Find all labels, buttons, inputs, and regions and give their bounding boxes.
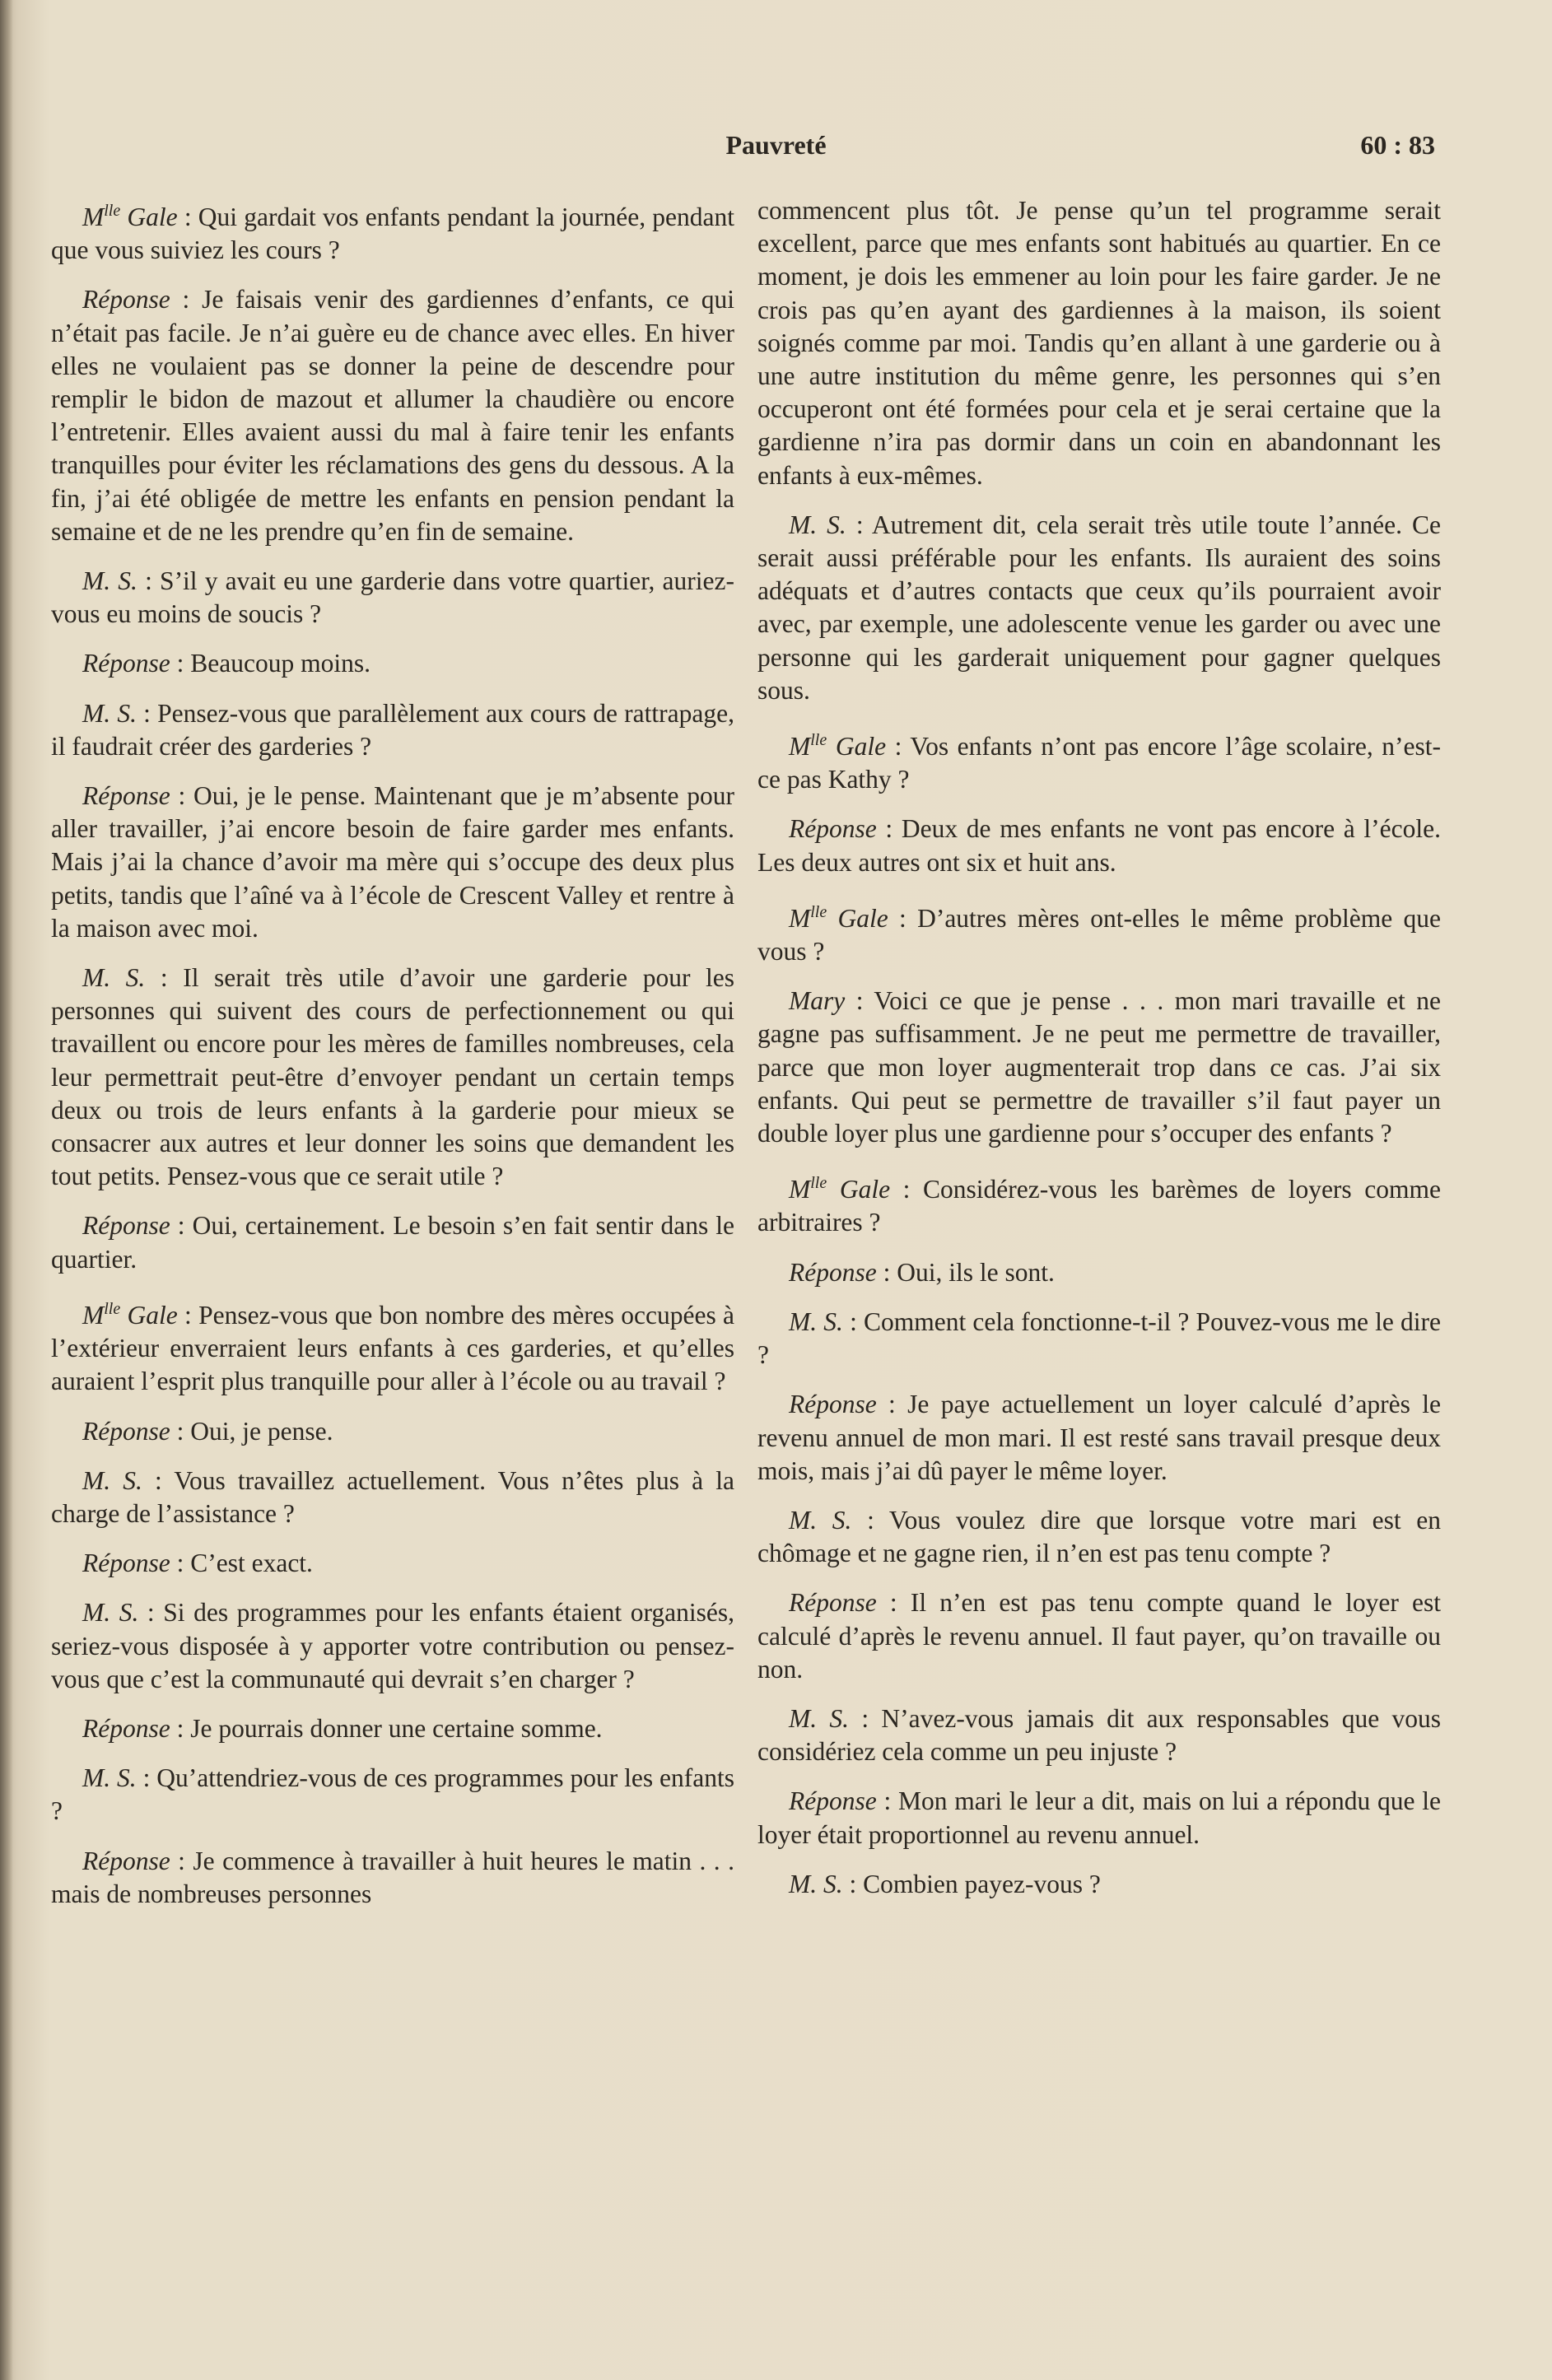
speaker-label: M. S. :	[82, 963, 184, 993]
speaker-title-superscript: lle	[104, 202, 121, 220]
speaker-label: M. S. :	[789, 1505, 889, 1535]
dialogue-paragraph	[51, 1209, 734, 1275]
dialogue-paragraph	[757, 1167, 1441, 1239]
paragraph-text: N’avez-vous jamais dit aux responsables que vous considériez cela comme un peu injuste ?	[757, 1703, 1441, 1767]
dialogue-paragraph	[757, 1504, 1441, 1570]
dialogue-paragraph	[757, 1868, 1441, 1901]
paragraph-text: Comment cela fonctionne-t-il ? Pouvez-vous me le dire ?	[757, 1306, 1441, 1370]
dialogue-paragraph	[51, 565, 734, 631]
paragraph-text: Combien payez-vous ?	[863, 1869, 1101, 1898]
paragraph-text: Oui, je le pense. Maintenant que je m’absente pour aller travailler, j’ai encore besoin de faire garder mes enfants. Mais j’ai la chance d’avoir ma mère qui s’occupe des deux plus petits, tandis que l’aîné va à l’école de Crescent Valley et rentre à la maison avec moi.	[51, 781, 734, 943]
speaker-label: Réponse :	[82, 1846, 193, 1875]
dialogue-paragraph	[51, 1712, 734, 1745]
speaker-name: M. S.	[82, 1465, 142, 1495]
speaker-name: M	[82, 203, 105, 231]
speaker-surname: Gale	[827, 903, 888, 933]
paragraph-text: Je commence à travailler à huit heures le matin . . . mais de nombreuses personnes	[51, 1846, 734, 1908]
speaker-name: M	[82, 1300, 105, 1330]
speaker-name: M. S.	[82, 1598, 139, 1628]
speaker-surname: Gale	[120, 203, 178, 231]
paragraph-text: Je faisais venir des gardiennes d’enfants, ce qui n’était pas facile. Je n’ai guère eu de chance avec elles. En hiver elles ne voulaient pas se donner la peine de descendre pour remplir le bidon de mazout et allumer la chaudière ou encore l’entretenir. Elles avaient aussi du mal à faire tenir les enfants tranquilles pour éviter les réclamations des gens du dessous. A la fin, j’ai été obligée de mettre les enfants en pension pendant la semaine et de ne les prendre qu’en fin de semaine.	[51, 285, 734, 546]
speaker-name: M. S.	[789, 1703, 850, 1733]
dialogue-paragraph	[51, 1547, 734, 1580]
paragraph-text: Oui, je pense.	[190, 1416, 333, 1446]
dialogue-paragraph	[51, 647, 734, 680]
dialogue-paragraph	[757, 1702, 1441, 1768]
paragraph-text: Pensez-vous que parallèlement aux cours de rattrapage, il faudrait créer des garderies ?	[51, 698, 734, 761]
book-spine-shadow	[0, 0, 13, 2380]
speaker-name: M. S.	[82, 698, 137, 728]
speaker-label: Réponse :	[82, 1549, 191, 1578]
speaker-name: M. S.	[82, 963, 146, 993]
speaker-name: M	[789, 732, 811, 762]
running-head	[0, 130, 1552, 163]
paragraph-text: Oui, certainement. Le besoin s’en fait sentir dans le quartier.	[51, 1211, 734, 1274]
speaker-label: Réponse :	[82, 649, 191, 678]
speaker-name: Réponse	[789, 1588, 877, 1618]
speaker-label: $M^{lle}$ Gale :	[789, 731, 911, 762]
dialogue-paragraph	[757, 896, 1441, 968]
page-number: 60 : 83	[1360, 130, 1435, 160]
speaker-name: Mary	[789, 986, 846, 1016]
speaker-label: $M^{lle}$ Gale :	[789, 902, 918, 933]
speaker-name: M. S.	[789, 1869, 843, 1898]
paragraph-text: C’est exact.	[190, 1549, 313, 1578]
right-column	[757, 194, 1441, 1917]
dialogue-paragraph	[757, 985, 1441, 1150]
speaker-label: M. S. :	[82, 1465, 175, 1495]
paragraph-text: Pensez-vous que bon nombre des mères occupées à l’extérieur enverraient leurs enfants à ces garderies, et qu’elles auraient l’esprit plus tranquille pour aller à l’école ou au travail ?	[51, 1300, 734, 1396]
running-title: Pauvreté	[725, 130, 827, 160]
speaker-label: M. S. :	[82, 1763, 157, 1793]
paragraph-text: commencent plus tôt. Je pense qu’un tel programme serait excellent, parce que mes enfants sont habitués au quartier. En ce moment, je dois les emmener au loin pour les faire garder. Je ne crois pas qu’en ayant des gardiennes à la maison, ils soient soignés comme par moi. Tandis qu’en allant à une garderie ou à une autre institution du même genre, les personnes qui s’en occuperont ont été formées pour cela et je serai certaine que la gardienne n’ira pas dormir dans un coin en abandonnant les enfants à eux-mêmes.	[757, 196, 1441, 490]
speaker-name: Réponse	[82, 649, 170, 678]
speaker-name: M. S.	[789, 1306, 843, 1336]
speaker-title-superscript: lle	[810, 902, 827, 921]
paragraph-text: Qu’attendriez-vous de ces programmes pour les enfants ?	[51, 1763, 734, 1826]
speaker-title-superscript: lle	[104, 1299, 121, 1318]
paragraph-text: Il n’en est pas tenu compte quand le loyer est calculé d’après le revenu annuel. Il faut payer, qu’on travaille ou non.	[757, 1588, 1441, 1684]
paragraph-text: Mon mari le leur a dit, mais on lui a répondu que le loyer était proportionnel au revenu annuel.	[757, 1786, 1441, 1849]
speaker-name: Réponse	[82, 1549, 170, 1578]
paragraph-text: Deux de mes enfants ne vont pas encore à l’école. Les deux autres ont six et huit ans.	[757, 814, 1441, 877]
speaker-label: M. S. :	[82, 566, 161, 596]
speaker-label: M. S. :	[82, 698, 158, 728]
speaker-label: M. S. :	[789, 1703, 882, 1733]
dialogue-paragraph	[51, 1292, 734, 1399]
paragraph-text: Qui gardait vos enfants pendant la journée, pendant que vous suiviez les cours ?	[51, 203, 734, 265]
paragraph-text: S’il y avait eu une garderie dans votre quartier, auriez-vous eu moins de soucis ?	[51, 566, 734, 629]
speaker-label: M. S. :	[789, 1869, 864, 1898]
speaker-name: Réponse	[82, 1846, 170, 1875]
paragraph-text: Voici ce que je pense . . . mon mari travaille et ne gagne pas suffisamment. Je ne peut me permettre de travailler, parce que mon loyer augmenterait trop dans ce cas. J’ai six enfants. Qui peut se permettre de travailler s’il faut payer un double loyer plus une gardienne pour s’occuper des enfants ?	[757, 986, 1442, 1148]
speaker-name: M	[789, 1175, 811, 1204]
dialogue-paragraph	[51, 697, 734, 763]
paragraph-text: Si des programmes pour les enfants étaient organisés, seriez-vous disposée à y apporter votre contribution ou pensez-vous que c’est la communauté qui devrait s’en charger ?	[51, 1598, 734, 1693]
speaker-name: Réponse	[82, 1713, 170, 1743]
speaker-name: M	[789, 903, 811, 933]
speaker-name: M. S.	[789, 1505, 852, 1535]
dialogue-paragraph	[757, 1306, 1441, 1372]
speaker-label: Réponse :	[789, 1257, 897, 1287]
paragraph-text: Vous voulez dire que lorsque votre mari est en chômage et ne gagne rien, il n’en est pas tenu compte ?	[757, 1505, 1441, 1568]
speaker-surname: Gale	[827, 732, 887, 762]
paragraph-text: Il serait très utile d’avoir une garderie pour les personnes qui suivent des cours de perfectionnement ou qui travaillent ou encore pour les mères de familles nombreuses, cela leur permettrait peut-être d’envoyer pendant un certain temps deux ou trois de leurs enfants à la garderie pour mieux se consacrer aux autres et leur donner les soins que demandent les tout petits. Pensez-vous que ce serait utile ?	[51, 963, 734, 1191]
speaker-surname: Gale	[120, 1300, 178, 1330]
speaker-title-superscript: lle	[810, 731, 827, 750]
left-column	[51, 194, 734, 1927]
paragraph-text: Je pourrais donner une certaine somme.	[190, 1713, 603, 1743]
paragraph-text: Considérez-vous les barèmes de loyers comme arbitraires ?	[757, 1175, 1441, 1237]
dialogue-paragraph	[51, 1465, 734, 1530]
speaker-label: Réponse :	[82, 1416, 191, 1446]
dialogue-paragraph	[51, 194, 734, 267]
speaker-label: Réponse :	[82, 781, 193, 811]
dialogue-paragraph	[757, 724, 1441, 796]
speaker-label: M. S. :	[789, 1306, 865, 1336]
speaker-label: Réponse :	[789, 814, 902, 844]
speaker-label: Réponse :	[82, 1713, 191, 1743]
paragraph-text: Autrement dit, cela serait très utile toute l’année. Ce serait aussi préférable pour les enfants. Ils auraient des soins adéquats et d’autres contacts que ceux qu’ils pourraient avoir avec, par exemple, une adolescente venue les garder ou avec une personne qui les garderait uniquement pour gagner quelques sous.	[757, 510, 1442, 705]
speaker-name: Réponse	[82, 1416, 170, 1446]
speaker-name: Réponse	[789, 1786, 877, 1816]
dialogue-paragraph	[51, 780, 734, 945]
speaker-name: Réponse	[789, 1257, 877, 1287]
paragraph-text: Vos enfants n’ont pas encore l’âge scolaire, n’est-ce pas Kathy ?	[757, 732, 1441, 794]
paragraph-text: Beaucoup moins.	[190, 649, 371, 678]
paragraph-text: Oui, ils le sont.	[897, 1257, 1055, 1287]
speaker-label: Réponse :	[82, 1211, 193, 1241]
speaker-label: Réponse :	[789, 1588, 911, 1618]
dialogue-paragraph	[51, 1596, 734, 1696]
speaker-name: M. S.	[789, 510, 846, 539]
dialogue-paragraph	[757, 509, 1441, 707]
dialogue-paragraph	[757, 1785, 1441, 1851]
dialogue-paragraph	[51, 1845, 734, 1911]
speaker-name: M. S.	[82, 1763, 137, 1793]
continued-paragraph	[757, 194, 1441, 492]
dialogue-paragraph	[757, 1388, 1441, 1488]
speaker-label: Mary :	[789, 986, 874, 1016]
dialogue-paragraph	[757, 1256, 1441, 1289]
speaker-label: Réponse :	[789, 1390, 908, 1419]
dialogue-paragraph	[51, 283, 734, 548]
speaker-name: Réponse	[789, 814, 877, 844]
paragraph-text: Je paye actuellement un loyer calculé d’après le revenu annuel de mon mari. Il est resté sans travail presque deux mois, mais j’ai dû payer le même loyer.	[757, 1390, 1441, 1485]
speaker-surname: Gale	[827, 1175, 891, 1204]
speaker-name: Réponse	[82, 1211, 170, 1241]
speaker-name: Réponse	[82, 781, 170, 811]
speaker-label: $M^{lle}$ Gale :	[82, 1299, 199, 1330]
speaker-label: Réponse :	[82, 285, 203, 314]
speaker-name: Réponse	[82, 285, 170, 314]
speaker-label: M. S. :	[82, 1598, 164, 1628]
dialogue-paragraph	[757, 1586, 1441, 1686]
speaker-label: Réponse :	[789, 1786, 899, 1816]
speaker-name: Réponse	[789, 1390, 877, 1419]
dialogue-paragraph	[51, 1762, 734, 1828]
paragraph-text: Vous travaillez actuellement. Vous n’êtes plus à la charge de l’assistance ?	[51, 1465, 734, 1528]
speaker-label: M. S. :	[789, 510, 872, 539]
speaker-label: $M^{lle}$ Gale :	[789, 1174, 923, 1204]
speaker-label: $M^{lle}$ Gale :	[82, 202, 198, 231]
paragraph-text: D’autres mères ont-elles le même problème que vous ?	[757, 903, 1441, 966]
dialogue-paragraph	[51, 962, 734, 1193]
dialogue-paragraph	[51, 1415, 734, 1448]
speaker-title-superscript: lle	[810, 1174, 827, 1193]
dialogue-paragraph	[757, 813, 1441, 878]
speaker-name: M. S.	[82, 566, 137, 596]
